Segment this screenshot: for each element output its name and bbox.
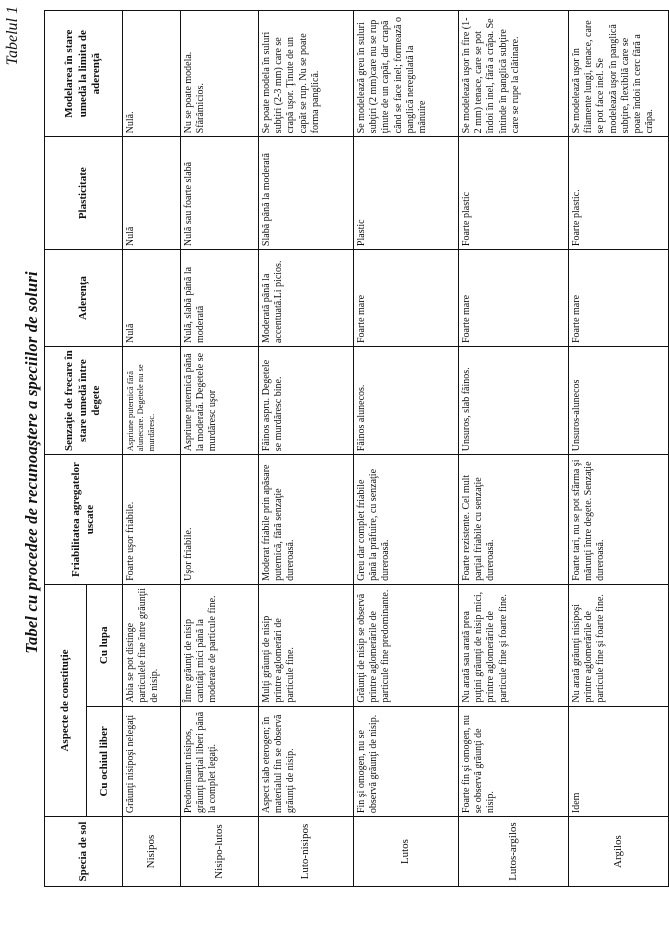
- cell-aderenta: Foarte mare: [569, 250, 669, 347]
- cell-senzatie: Făinos alunecos.: [354, 347, 459, 455]
- cell-lupa: Nu arată grăunţi nisipoşi printre aglomerările de particule fine şi foarte fine.: [569, 584, 669, 706]
- cell-friabilitatea: Uşor friabile.: [181, 455, 259, 585]
- cell-specia: Lutos-argilos: [459, 817, 569, 887]
- cell-lupa: Mulţi grăunţi de nisip printre aglomerări de particule fine.: [259, 584, 354, 706]
- cell-modelarea: Se modelează uşor în fire (1-2 mm) tenace, care se pot îndoi în inel, fără a crăpa. Se întinde în panglică subţire care se rupe la clătinare.: [459, 11, 569, 137]
- table-row: [259, 11, 354, 887]
- cell-aderenta: Moderată până la accentuată.Li picios.: [259, 250, 354, 347]
- cell-specia: Luto-nisipos: [259, 817, 354, 887]
- header-lupa: Cu lupa: [87, 584, 123, 706]
- table-label: Tabelul 1: [4, 6, 21, 66]
- header-specia: Specia de sol: [45, 817, 123, 887]
- cell-lupa: Între grăunţi de nisip cantităţi mici până la moderate de particule fine.: [181, 584, 259, 706]
- cell-aderenta: Nulă, slabă până la moderată: [181, 250, 259, 347]
- table-row: [181, 11, 259, 887]
- cell-plasticitate: Nulă sau foarte slabă: [181, 137, 259, 250]
- header-friabilitatea: Friabilitatea agregatelor uscate: [45, 455, 123, 585]
- cell-senzatie: Unsuros, slab făinos.: [459, 347, 569, 455]
- cell-ochi: Grăunţi nisipoşi nelegaţi: [123, 706, 181, 816]
- cell-ochi: Idem: [569, 706, 669, 816]
- cell-plasticitate: Foarte plastic: [459, 137, 569, 250]
- cell-friabilitatea: Foarte rezistente. Cel mult parţial friabile cu senzaţie dureroasă.: [459, 455, 569, 585]
- cell-lupa: Abia se pot distinge particulele fine între grăunţii de nisip.: [123, 584, 181, 706]
- cell-friabilitatea: Greu dar complet friabile până la prăfuire, cu senzaţie dureroasă.: [354, 455, 459, 585]
- header-senzatie: Senzaţie de frecare în stare umedă între degete: [45, 347, 123, 455]
- table-row: [123, 11, 181, 887]
- cell-plasticitate: Nulă: [123, 137, 181, 250]
- cell-plasticitate: Foarte plastic.: [569, 137, 669, 250]
- cell-aderenta: Foarte mare: [459, 250, 569, 347]
- cell-ochi: Foarte fin şi omogen, nu se observă grăunţi de nisip.: [459, 706, 569, 816]
- cell-friabilitatea: Foarte tari, nu se pot sfărma şi mărunţi între degete. Senzaţie dureroasă.: [569, 455, 669, 585]
- cell-modelarea: Nu se poate modela. Sfărâmicios.: [181, 11, 259, 137]
- cell-specia: Nisipo-lutos: [181, 817, 259, 887]
- cell-specia: Argilos: [569, 817, 669, 887]
- table-row: [459, 11, 569, 887]
- cell-senzatie: Unsuros-alunecos: [569, 347, 669, 455]
- cell-modelarea: Se modelează greu în suluri subţiri (2 mm)care nu se rup ţinute de un capăt, dar crapă când se face inel; formează o panglică neregulată la mânuire: [354, 11, 459, 137]
- header-modelarea: Modelarea în stare umedă la limita de aderenţă: [45, 11, 123, 137]
- cell-plasticitate: Slabă până la moderată: [259, 137, 354, 250]
- cell-modelarea: Se modelează uşor în filamente lungi, tenace, care se pot face inel. Se modelează uşor în panglică subţire, flexibilă care se poate îndoi în cerc fără a crăpa.: [569, 11, 669, 137]
- cell-modelarea: Nulă.: [123, 11, 181, 137]
- table-row: [354, 11, 459, 887]
- cell-specia: Nisipos: [123, 817, 181, 887]
- cell-aderenta: Foarte mare: [354, 250, 459, 347]
- cell-senzatie: Aspriune puternică până la moderată. Degetele se murdăresc uşor: [181, 347, 259, 455]
- cell-ochi: Predominant nisipos, grăunţi parţial liberi până la complet legaţi.: [181, 706, 259, 816]
- header-aderenta: Aderenţa: [45, 250, 123, 347]
- header-aspecte: Aspecte de constituţie: [45, 584, 87, 816]
- cell-ochi: Fin şi omogen, nu se observă grăunţi de nisip.: [354, 706, 459, 816]
- cell-ochi: Aspect slab eterogen; în materialul fin se observă grăunţi de nisip.: [259, 706, 354, 816]
- cell-modelarea: Se poate modela în suluri subţiri (2-3 mm) care se crapă uşor. Ţinute de un capăt se rup. Nu se poate forma panglică.: [259, 11, 354, 137]
- cell-friabilitatea: Moderat friabile prin apăsare puternică, fără senzaţie dureroasă.: [259, 455, 354, 585]
- cell-aderenta: Nulă: [123, 250, 181, 347]
- soil-table: [44, 10, 669, 887]
- cell-plasticitate: Plastic: [354, 137, 459, 250]
- cell-senzatie: Aspriune puternică fără alunecare. Degetele nu se murdăresc.: [123, 347, 181, 455]
- cell-lupa: Grăunţi de nisip se observă printre aglomerările de particule fine predominante.: [354, 584, 459, 706]
- header-ochi: Cu ochiul liber: [87, 706, 123, 816]
- table-row: [569, 11, 669, 887]
- cell-senzatie: Făinos aspru. Degetele se murdăresc bine.: [259, 347, 354, 455]
- cell-friabilitatea: Foarte uşor friabile.: [123, 455, 181, 585]
- page-title: Tabel cu procedee de recunoaştere a speciilor de soluri: [22, 271, 41, 654]
- header-plasticitate: Plasticitate: [45, 137, 123, 250]
- cell-specia: Lutos: [354, 817, 459, 887]
- cell-lupa: Nu arată sau arată prea puţini grăunţi de nisip mici, printre aglomerările de particule fine şi foarte fine.: [459, 584, 569, 706]
